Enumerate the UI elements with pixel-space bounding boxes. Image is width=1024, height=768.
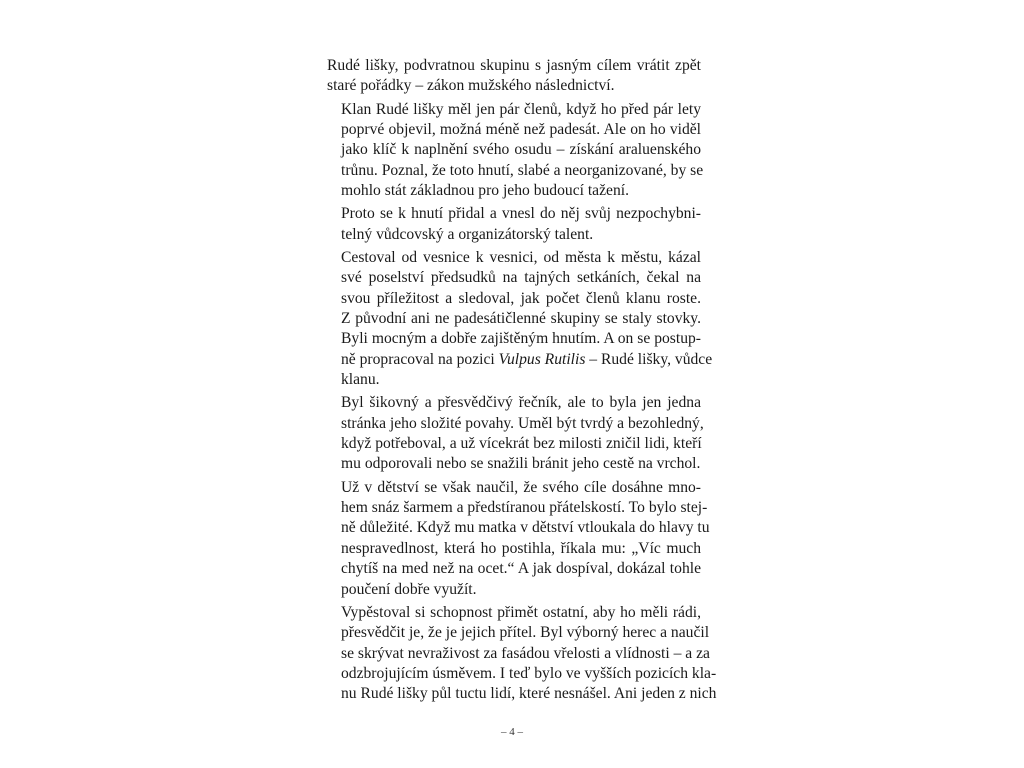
text-line: [327, 454, 701, 474]
text-line: [327, 140, 701, 160]
text-run: ně důležité. Když mu matka v dětství vtloukala do hlavy tu: [341, 519, 710, 537]
paragraph: [327, 478, 710, 600]
text-run: trůnu. Poznal, že toto hnutí, slabé a neorganizované, by se: [341, 161, 704, 179]
text-run: Už v dětství se však naučil, že svého cíle dosáhne mno-: [341, 478, 701, 496]
text-line: [327, 350, 713, 370]
text-run: – Rudé lišky, vůdce: [585, 350, 713, 368]
text-run: stránka jeho složité povahy. Uměl být tvrdý a bezohledný,: [341, 414, 704, 432]
paragraph: [327, 100, 704, 202]
text-run: odzbrojujícím úsměvem. I teď bylo ve vyšších pozicích kla-: [341, 664, 717, 682]
paragraph: [327, 248, 713, 391]
text-run: staré pořádky – zákon mužského následnictví.: [327, 77, 615, 95]
text-run: Byli mocným a dobře zajištěným hnutím. A on se postup-: [341, 330, 701, 348]
text-run: Proto se k hnutí přidal a vnesl do něj svůj nezpochybni-: [341, 205, 701, 223]
text-line: [327, 664, 717, 684]
text-run: klanu.: [341, 371, 380, 389]
text-line: [327, 309, 701, 329]
text-line: [327, 329, 701, 349]
paragraph: [327, 204, 701, 245]
text-line: [327, 539, 701, 559]
text-run: Byl šikovný a přesvědčivý řečník, ale to byla jen jedna: [341, 394, 701, 412]
text-run: chytíš na med než na ocet.“ A jak dospíval, dokázal tohle: [341, 560, 701, 578]
text-line: [327, 684, 717, 704]
text-run: Z původní ani ne padesátičlenné skupiny se staly stovky.: [341, 309, 701, 327]
text-run: Cestoval od vesnice k vesnici, od města k městu, kázal: [341, 248, 701, 266]
paragraph: [327, 393, 704, 475]
text-run: se skrývat nevraživost za fasádou vřelosti a vlídnosti – a za: [341, 644, 710, 662]
text-run: nu Rudé lišky půl tuctu lidí, které nesnášel. Ani jeden z nich: [341, 685, 717, 703]
text-line: [327, 181, 701, 201]
text-line: [327, 559, 701, 579]
text-line: [327, 478, 701, 498]
paragraph: [327, 56, 701, 97]
body-text: [327, 56, 717, 707]
text-run: svou příležitost a sledoval, jak počet členů klanu roste.: [341, 289, 701, 307]
text-line: [327, 76, 701, 96]
text-line: [327, 289, 701, 309]
text-line: [327, 518, 710, 538]
text-run: přesvědčit je, že je jejich přítel. Byl výborný herec a naučil: [341, 624, 710, 642]
text-run: když potřeboval, a už vícekrát bez milosti zničil lidi, kteří: [341, 435, 702, 453]
text-line: [327, 268, 701, 288]
paragraph: [327, 603, 717, 705]
text-run: hem snáz šarmem a předstíranou přátelskostí. To bylo stej-: [341, 498, 708, 516]
text-run: Rudé lišky, podvratnou skupinu s jasným cílem vrátit zpět: [327, 57, 701, 74]
text-line: [327, 56, 701, 76]
text-line: [327, 225, 701, 245]
text-line: [327, 580, 701, 600]
text-run: mohlo stát základnou pro jeho budoucí tažení.: [341, 182, 629, 200]
text-line: [327, 393, 701, 413]
text-run: ně propracoval na pozici: [341, 350, 499, 368]
text-run: nespravedlnost, která ho postihla, říkala mu: „Víc much: [341, 539, 701, 557]
text-line: [327, 644, 710, 664]
text-run: své poselství předsudků na tajných setkáních, čekal na: [341, 269, 701, 287]
text-line: [327, 100, 701, 120]
text-line: [327, 161, 704, 181]
text-run: mu odporovali nebo se snažili bránit jeho cestě na vrchol.: [341, 455, 701, 473]
text-run: jako klíč k naplnění svého osudu – získání araluenského: [341, 141, 701, 159]
italic-text: Vulpus Rutilis: [498, 350, 586, 368]
text-run: telný vůdcovský a organizátorský talent.: [341, 225, 594, 243]
text-run: poučení dobře využít.: [341, 580, 477, 598]
text-line: [327, 498, 708, 518]
text-line: [327, 204, 701, 224]
text-line: [327, 603, 701, 623]
text-line: [327, 120, 701, 140]
text-line: [327, 414, 704, 434]
text-line: [327, 623, 710, 643]
page-number: – 4 –: [501, 726, 523, 738]
text-line: [327, 434, 701, 454]
text-run: Vypěstoval si schopnost přimět ostatní, aby ho měli rádi,: [341, 603, 701, 621]
text-line: [327, 370, 701, 390]
text-line: [327, 248, 701, 268]
text-run: Klan Rudé lišky měl jen pár členů, když ho před pár lety: [341, 100, 701, 118]
text-run: poprvé objevil, možná méně než padesát. Ale on ho viděl: [341, 120, 701, 138]
